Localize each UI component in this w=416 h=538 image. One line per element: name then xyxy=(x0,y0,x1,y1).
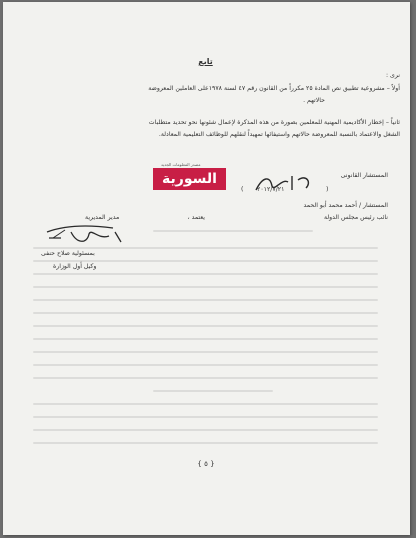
salutation: نرى : xyxy=(385,72,400,79)
document-page xyxy=(3,2,410,535)
minister-position: وكيل أول الوزارة xyxy=(53,263,97,270)
date-close-paren: ) xyxy=(326,186,329,193)
point-one-line-two: حالاتهم . xyxy=(303,97,325,104)
minister-name: بمسئولية صلاح حنفى xyxy=(41,250,95,257)
watermark-tagline: مصدر المعلومات الجديد xyxy=(161,162,201,167)
counsel-name: المستشار / أحمد محمد أبو الحمد xyxy=(303,202,388,209)
page-number: { ٥ } xyxy=(197,460,215,468)
point-one-line-one: أولاً – مشروعية تطبيق نص المادة ٢٥ مكرراً من القانون رقم ٤٧ لسنة ١٩٧٨على العاملين المعروضة xyxy=(148,85,400,92)
date-open-paren: ( xyxy=(241,186,244,193)
watermark-logo xyxy=(153,162,226,192)
counsel-position: نائب رئيس مجلس الدولة xyxy=(323,214,388,221)
director-label: مدير المديرية xyxy=(85,214,120,221)
page-heading: تابع xyxy=(198,57,213,66)
watermark-word: السورية xyxy=(153,168,226,190)
director-signature-icon xyxy=(43,222,128,250)
point-two-line-two: الشغل والاعتماد بالنسبة للمعروضة حالاتهم واستيفائها تمهيداً لنقلهم للوظائف التعليمية المعادلة. xyxy=(158,131,400,138)
approved-label: يعتمد ، xyxy=(187,214,205,221)
point-two-line-one: ثانياً – إخطار الأكاديمية المهنية للمعلمين بصورة من هذه المذكرة لإعمال شئونها نحو تحديد متطلبات xyxy=(148,119,400,126)
counsel-date: ٢٠١٢/٧/٢١ xyxy=(257,186,285,193)
counsel-title: المستشار القانونى xyxy=(340,172,388,179)
